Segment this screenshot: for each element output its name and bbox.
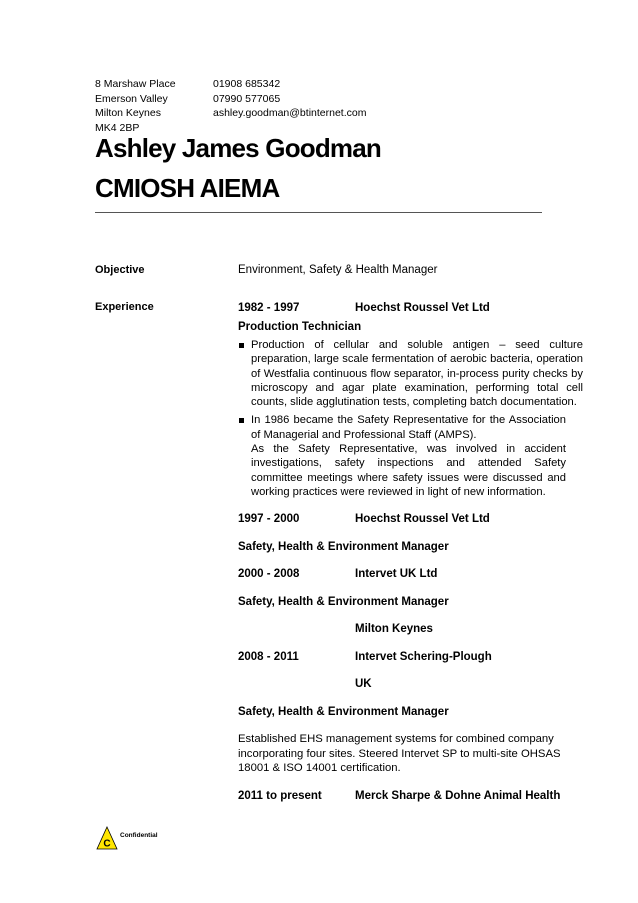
job-title: Safety, Health & Environment Manager	[238, 705, 449, 718]
confidential-logo	[96, 826, 158, 850]
header-divider	[95, 212, 542, 213]
job-company: Hoechst Roussel Vet Ltd	[355, 302, 490, 314]
objective-label: Objective	[95, 264, 145, 276]
job-title: Production Technician	[238, 320, 362, 333]
bullet-icon	[239, 418, 244, 423]
phone-mobile: 07990 577065	[213, 92, 281, 105]
job-company: Merck Sharpe & Dohne Animal Health	[355, 789, 561, 802]
logo-letter: C	[103, 838, 111, 850]
objective-text: Environment, Safety & Health Manager	[238, 264, 438, 276]
job-location-row	[238, 622, 583, 637]
job-title: Safety, Health & Environment Manager	[238, 540, 449, 553]
job-header	[238, 789, 583, 804]
candidate-name: Ashley James Goodman	[95, 133, 381, 163]
phone-landline: 01908 685342	[213, 78, 281, 90]
experience-label: Experience	[95, 301, 154, 313]
job-dates: 1997 - 2000	[238, 513, 300, 526]
job-header	[238, 650, 583, 665]
email-address: ashley.goodman@btinternet.com	[213, 107, 367, 119]
bullet-icon	[239, 343, 244, 348]
address-line: Milton Keynes	[95, 107, 161, 119]
job-company: Intervet Schering-Plough	[355, 650, 492, 663]
experience-list	[238, 301, 583, 803]
address-postcode: MK4 2BP	[95, 121, 140, 134]
job-bullet: In 1986 became the Safety Representative for the Association of Managerial and Professional Staff (AMPS). As the Safety Representative, was involved in accident investigations, safety inspections and attended Safety committee meetings where safety issues were discussed and working practices were reviewed in light of new information.	[238, 413, 566, 499]
job-dates: 1982 - 1997	[238, 302, 300, 314]
job-title: Safety, Health & Environment Manager	[238, 595, 449, 608]
job-company: Intervet UK Ltd	[355, 568, 438, 581]
address-line: 8 Marshaw Place	[95, 78, 176, 90]
address-line: Emerson Valley	[95, 92, 168, 105]
job-location-row	[238, 677, 583, 692]
job-dates: 2011 to present	[238, 789, 322, 802]
job-header	[238, 301, 583, 316]
job-dates: 2008 - 2011	[238, 650, 299, 663]
job-location: Milton Keynes	[355, 623, 433, 636]
job-description: Established EHS management systems for combined company incorporating four sites. Steered Intervet SP to multi-site OHSAS 18001 & ISO 14001 certification.	[238, 733, 561, 775]
candidate-qualifications: CMIOSH AIEMA	[95, 173, 280, 203]
contact-block	[95, 77, 395, 135]
job-dates: 2000 - 2008	[238, 568, 300, 581]
job-bullet: Production of cellular and soluble antigen – seed culture preparation, large scale fermentation of aerobic bacteria, operation of Westfalia continuous flow separator, in-process purity checks by microscopy and agar plate examination, performing total cell counts, slide agglutination tests, completing batch documentation.	[238, 338, 583, 409]
job-header	[238, 512, 583, 527]
job-location: UK	[355, 678, 372, 691]
logo-text: Confidential	[120, 832, 158, 839]
job-header	[238, 567, 583, 582]
job-company: Hoechst Roussel Vet Ltd	[355, 513, 490, 526]
